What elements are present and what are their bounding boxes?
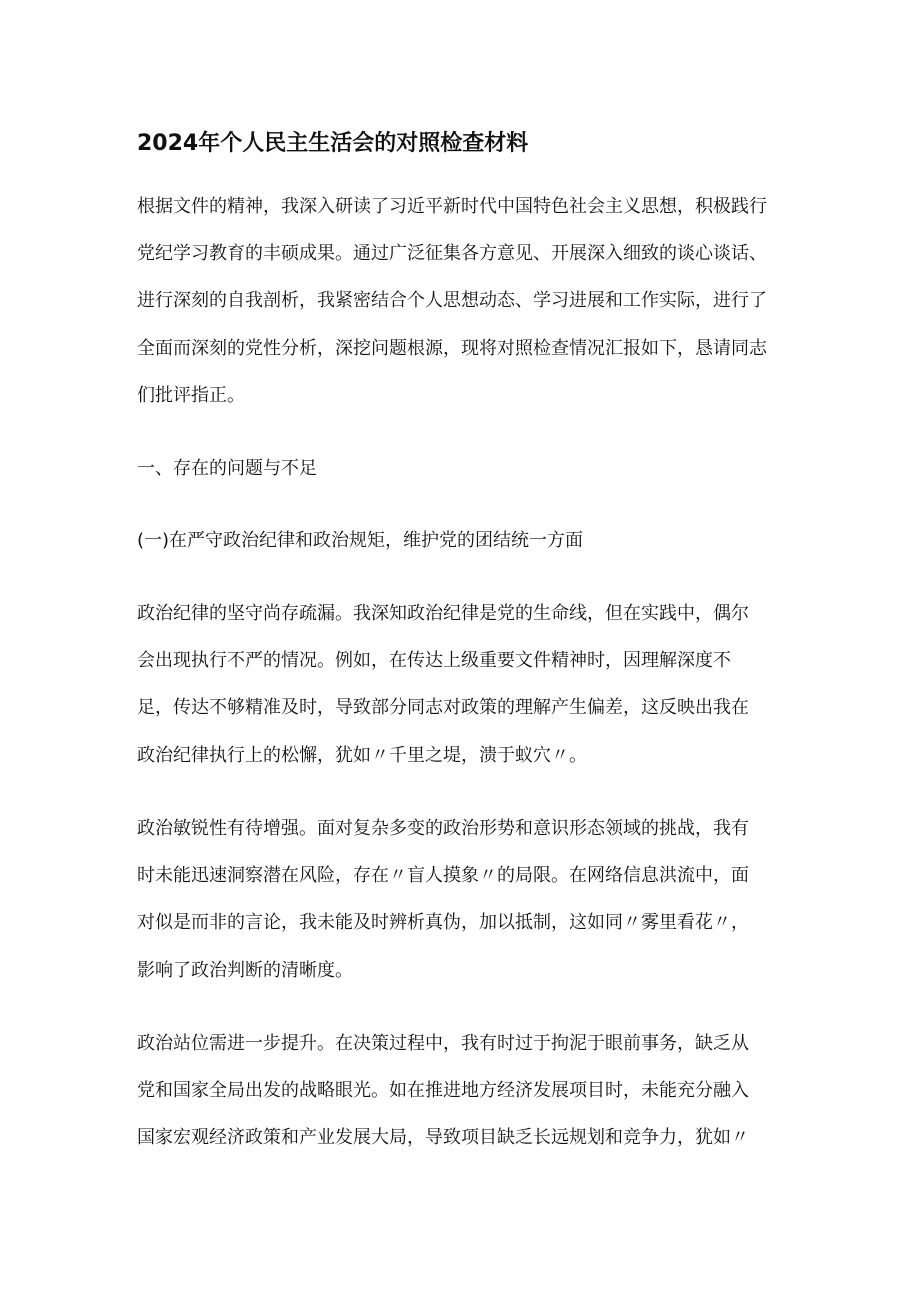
para3-line-2: 党和国家全局出发的战略眼光。如在推进地方经济发展项目时，未能充分融入 [137, 1080, 749, 1101]
intro-line-2: 党纪学习教育的丰硕成果。通过广泛征集各方意见、开展深入细致的谈心谈话、 [137, 243, 767, 264]
para1-line-3: 足，传达不够精准及时，导致部分同志对政策的理解产生偏差，这反映出我在 [137, 697, 749, 718]
subsection-heading: (一)在严守政治纪律和政治规矩，维护党的团结统一方面 [137, 530, 584, 551]
intro-line-5: 们批评指正。 [137, 385, 245, 406]
para1-line-2: 会出现执行不严的情况。例如，在传达上级重要文件精神时，因理解深度不 [137, 650, 731, 671]
document-title: 2024年个人民主生活会的对照检查材料 [137, 131, 529, 156]
section-heading: 一、存在的问题与不足 [137, 458, 317, 479]
intro-line-1: 根据文件的精神，我深入研读了习近平新时代中国特色社会主义思想，积极践行 [137, 196, 767, 217]
para1-line-4: 政治纪律执行上的松懈，犹如〃千里之堤，溃于蚁穴〃。 [137, 745, 587, 766]
para3-line-1: 政治站位需进一步提升。在决策过程中，我有时过于拘泥于眼前事务，缺乏从 [137, 1033, 749, 1054]
intro-line-4: 全面而深刻的党性分析，深挖问题根源，现将对照检查情况汇报如下，恳请同志 [137, 338, 767, 359]
para3-line-3: 国家宏观经济政策和产业发展大局，导致项目缺乏长远规划和竞争力，犹如〃 [137, 1127, 749, 1148]
para2-line-2: 时未能迅速洞察潜在风险，存在〃盲人摸象〃的局限。在网络信息洪流中，面 [137, 865, 749, 886]
para2-line-1: 政治敏锐性有待增强。面对复杂多变的政治形势和意识形态领域的挑战，我有 [137, 818, 749, 839]
para2-line-3: 对似是而非的言论，我未能及时辨析真伪，加以抵制，这如同〃雾里看花〃， [137, 912, 749, 933]
para2-line-4: 影响了政治判断的清晰度。 [137, 960, 353, 981]
para1-line-1: 政治纪律的坚守尚存疏漏。我深知政治纪律是党的生命线，但在实践中，偶尔 [137, 603, 749, 624]
intro-line-3: 进行深刻的自我剖析，我紧密结合个人思想动态、学习进展和工作实际，进行了 [137, 290, 767, 311]
